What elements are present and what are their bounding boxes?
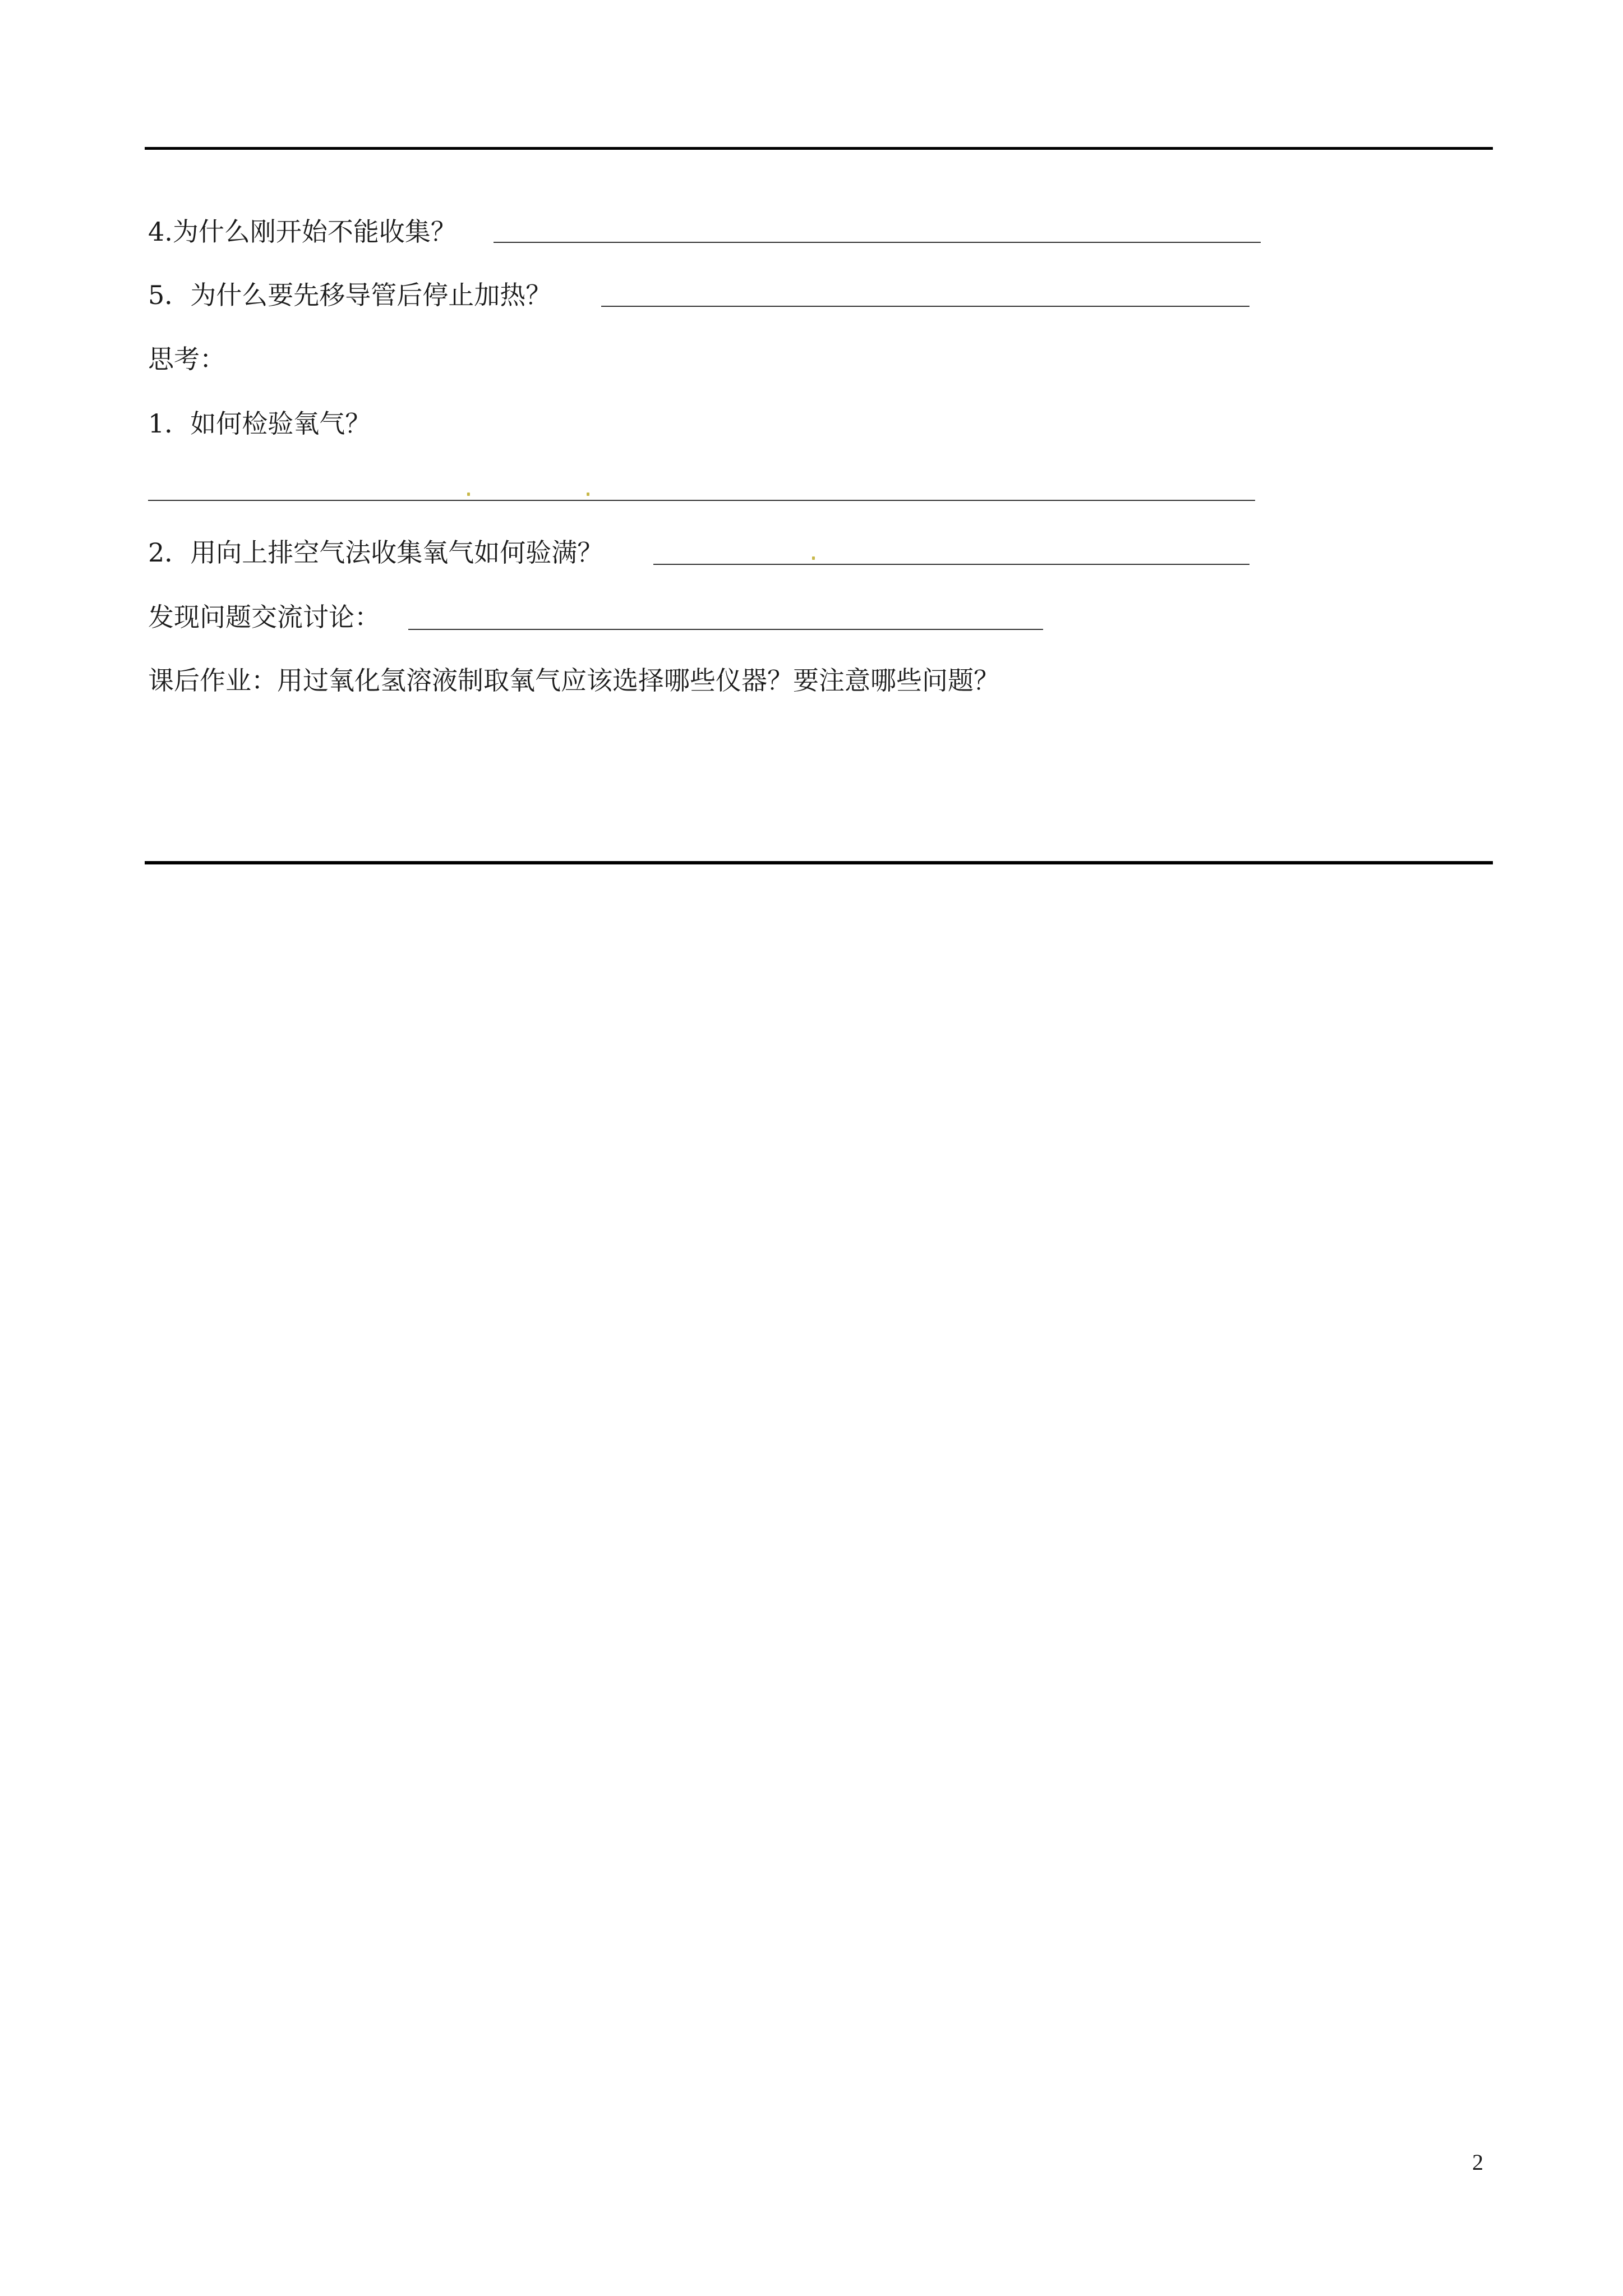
question-4: 4.为什么刚开始不能收集？ xyxy=(148,217,457,247)
answer-blank-5[interactable] xyxy=(601,306,1249,307)
stray-mark xyxy=(587,493,589,496)
answer-blank-thinking-1[interactable] xyxy=(148,500,1255,501)
header-rule xyxy=(145,147,1493,150)
discussion-label: 发现问题交流讨论： xyxy=(148,602,380,632)
stray-mark xyxy=(467,493,470,496)
discussion-blank[interactable] xyxy=(408,629,1043,630)
thinking-question-1: 1．如何检验氧气？ xyxy=(148,408,371,439)
answer-blank-4[interactable] xyxy=(494,242,1261,243)
answer-blank-thinking-2[interactable] xyxy=(653,564,1249,565)
stray-mark xyxy=(812,556,815,560)
thinking-question-2: 2．用向上排空气法收集氧气如何验满？ xyxy=(148,537,603,568)
footer-rule xyxy=(145,861,1493,864)
page-number: 2 xyxy=(1472,2150,1483,2175)
question-5: 5．为什么要先移导管后停止加热？ xyxy=(148,280,552,310)
thinking-heading: 思考： xyxy=(148,344,225,374)
homework-text: 课后作业：用过氧化氢溶液制取氧气应该选择哪些仪器？要注意哪些问题？ xyxy=(148,665,999,696)
